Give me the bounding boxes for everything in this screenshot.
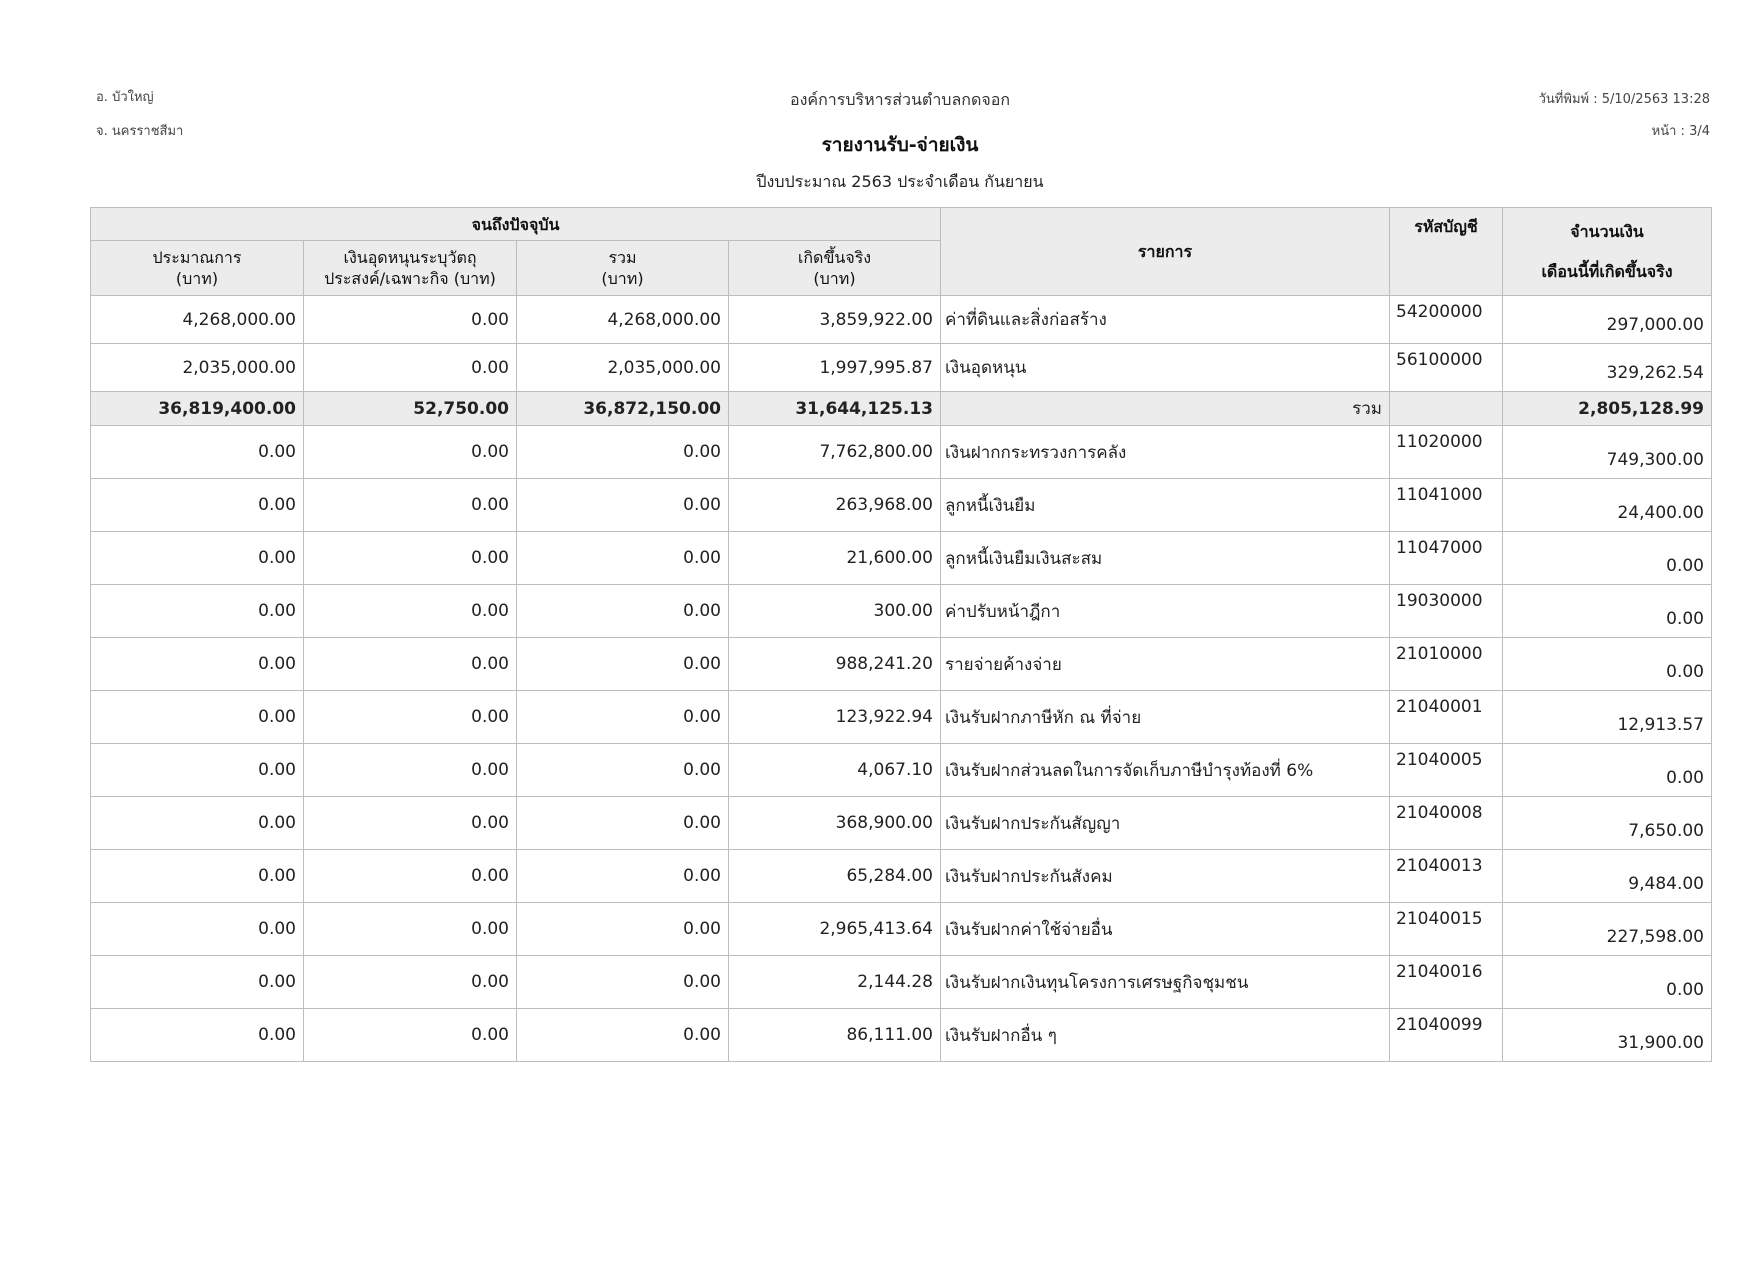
cell-subsidy: 0.00	[304, 850, 517, 903]
table-body	[91, 296, 1712, 1062]
cell-month-amount: 0.00	[1503, 585, 1712, 638]
report-table	[90, 207, 1712, 1062]
cell-estimate: 0.00	[91, 691, 304, 744]
cell-subsidy: 0.00	[304, 691, 517, 744]
cell-month-amount: 7,650.00	[1503, 797, 1712, 850]
cell-estimate: 0.00	[91, 903, 304, 956]
province-label: จ. นครราชสีมา	[96, 124, 184, 139]
table-row	[91, 850, 1712, 903]
cell-total: 0.00	[517, 532, 729, 585]
cell-month-amount: 0.00	[1503, 956, 1712, 1009]
cell-subsidy: 0.00	[304, 426, 517, 479]
cell-actual: 263,968.00	[729, 479, 941, 532]
cell-actual: 988,241.20	[729, 638, 941, 691]
cell-code: 11020000	[1390, 426, 1503, 479]
table-row	[91, 479, 1712, 532]
cell-estimate: 0.00	[91, 797, 304, 850]
table-row	[91, 797, 1712, 850]
table-row	[91, 532, 1712, 585]
cell-month-amount: 0.00	[1503, 638, 1712, 691]
cell-code: 19030000	[1390, 585, 1503, 638]
table-row	[91, 426, 1712, 479]
cell-code: 21040005	[1390, 744, 1503, 797]
cell-month-amount: 0.00	[1503, 744, 1712, 797]
cell-item: เงินรับฝากค่าใช้จ่ายอื่น	[941, 903, 1390, 956]
cell-subsidy: 0.00	[304, 1009, 517, 1062]
col-subsidy-header: เงินอุดหนุนระบุวัตถุ ประสงค์/เฉพาะกิจ (บาท)	[304, 241, 517, 296]
cell-subsidy: 0.00	[304, 956, 517, 1009]
cell-total: 0.00	[517, 638, 729, 691]
cell-code: 21040099	[1390, 1009, 1503, 1062]
cell-total: 0.00	[517, 850, 729, 903]
col-estimate-header: ประมาณการ (บาท)	[91, 241, 304, 296]
cell-code: 11047000	[1390, 532, 1503, 585]
cell-month-amount: 31,900.00	[1503, 1009, 1712, 1062]
cell-total: 0.00	[517, 479, 729, 532]
cell-estimate: 0.00	[91, 744, 304, 797]
cell-month-amount: 329,262.54	[1503, 344, 1712, 392]
cell-total: 2,035,000.00	[517, 344, 729, 392]
cell-code: 11041000	[1390, 479, 1503, 532]
cell-subsidy: 0.00	[304, 744, 517, 797]
cell-actual: 65,284.00	[729, 850, 941, 903]
cell-subsidy: 0.00	[304, 532, 517, 585]
cell-month-amount: 9,484.00	[1503, 850, 1712, 903]
cell-total: 0.00	[517, 691, 729, 744]
cell-total: 0.00	[517, 903, 729, 956]
cell-estimate: 4,268,000.00	[91, 296, 304, 344]
cell-total: 0.00	[517, 426, 729, 479]
cell-month-amount: 24,400.00	[1503, 479, 1712, 532]
cell-code: 54200000	[1390, 296, 1503, 344]
cell-total: 4,268,000.00	[517, 296, 729, 344]
cell-total: 0.00	[517, 585, 729, 638]
report-subtitle: ปีงบประมาณ 2563 ประจำเดือน กันยายน	[756, 172, 1044, 191]
cell-actual: 1,997,995.87	[729, 344, 941, 392]
group-header: จนถึงปัจจุบัน	[91, 208, 941, 241]
cell-actual: 368,900.00	[729, 797, 941, 850]
cell-code	[1390, 392, 1503, 426]
cell-actual: 31,644,125.13	[729, 392, 941, 426]
table-row	[91, 585, 1712, 638]
col-total-header: รวม (บาท)	[517, 241, 729, 296]
cell-subsidy: 0.00	[304, 479, 517, 532]
cell-item: เงินรับฝากอื่น ๆ	[941, 1009, 1390, 1062]
cell-item: รายจ่ายค้างจ่าย	[941, 638, 1390, 691]
cell-estimate: 0.00	[91, 585, 304, 638]
cell-actual: 3,859,922.00	[729, 296, 941, 344]
cell-code: 21040001	[1390, 691, 1503, 744]
col-item-header: รายการ	[941, 208, 1390, 296]
total-label: รวม	[941, 392, 1390, 426]
cell-actual: 123,922.94	[729, 691, 941, 744]
col-amount-title: จำนวนเงิน	[1570, 221, 1644, 241]
cell-item: เงินรับฝากภาษีหัก ณ ที่จ่าย	[941, 691, 1390, 744]
cell-estimate: 0.00	[91, 1009, 304, 1062]
cell-month-amount: 297,000.00	[1503, 296, 1712, 344]
cell-month-amount: 12,913.57	[1503, 691, 1712, 744]
cell-item: ลูกหนี้เงินยืมเงินสะสม	[941, 532, 1390, 585]
cell-estimate: 36,819,400.00	[91, 392, 304, 426]
table-row	[91, 296, 1712, 344]
cell-subsidy: 0.00	[304, 903, 517, 956]
cell-total: 0.00	[517, 1009, 729, 1062]
cell-subsidy: 0.00	[304, 296, 517, 344]
total-row	[91, 392, 1712, 426]
table-row	[91, 956, 1712, 1009]
cell-code: 21040016	[1390, 956, 1503, 1009]
table-row	[91, 1009, 1712, 1062]
cell-item: ลูกหนี้เงินยืม	[941, 479, 1390, 532]
report-title: รายงานรับ-จ่ายเงิน	[821, 134, 979, 156]
print-date: วันที่พิมพ์ : 5/10/2563 13:28	[1538, 92, 1710, 107]
col-code-header: รหัสบัญชี	[1390, 208, 1503, 296]
cell-month-amount: 2,805,128.99	[1503, 392, 1712, 426]
cell-item: เงินรับฝากประกันสัญญา	[941, 797, 1390, 850]
table-header	[91, 208, 1712, 296]
col-actual-header: เกิดขึ้นจริง (บาท)	[729, 241, 941, 296]
col-amount-subtitle: เดือนนี้ที่เกิดขึ้นจริง	[1541, 261, 1673, 281]
cell-item: เงินรับฝากเงินทุนโครงการเศรษฐกิจชุมชน	[941, 956, 1390, 1009]
cell-total: 0.00	[517, 744, 729, 797]
cell-month-amount: 227,598.00	[1503, 903, 1712, 956]
cell-actual: 2,965,413.64	[729, 903, 941, 956]
cell-month-amount: 0.00	[1503, 532, 1712, 585]
table-row	[91, 903, 1712, 956]
cell-estimate: 0.00	[91, 850, 304, 903]
table-row	[91, 638, 1712, 691]
cell-subsidy: 0.00	[304, 638, 517, 691]
col-amount-header	[1503, 208, 1712, 296]
cell-item: เงินอุดหนุน	[941, 344, 1390, 392]
cell-estimate: 0.00	[91, 638, 304, 691]
cell-actual: 2,144.28	[729, 956, 941, 1009]
cell-code: 21040008	[1390, 797, 1503, 850]
cell-code: 56100000	[1390, 344, 1503, 392]
district-label: อ. บัวใหญ่	[96, 90, 154, 105]
cell-subsidy: 52,750.00	[304, 392, 517, 426]
cell-item: เงินฝากกระทรวงการคลัง	[941, 426, 1390, 479]
cell-actual: 300.00	[729, 585, 941, 638]
cell-subsidy: 0.00	[304, 585, 517, 638]
cell-subsidy: 0.00	[304, 344, 517, 392]
cell-total: 36,872,150.00	[517, 392, 729, 426]
cell-actual: 4,067.10	[729, 744, 941, 797]
cell-code: 21040013	[1390, 850, 1503, 903]
cell-code: 21040015	[1390, 903, 1503, 956]
cell-month-amount: 749,300.00	[1503, 426, 1712, 479]
cell-actual: 21,600.00	[729, 532, 941, 585]
cell-total: 0.00	[517, 956, 729, 1009]
cell-subsidy: 0.00	[304, 797, 517, 850]
cell-actual: 86,111.00	[729, 1009, 941, 1062]
cell-total: 0.00	[517, 797, 729, 850]
cell-item: ค่าปรับหน้าฎีกา	[941, 585, 1390, 638]
cell-code: 21010000	[1390, 638, 1503, 691]
cell-estimate: 2,035,000.00	[91, 344, 304, 392]
table-row	[91, 744, 1712, 797]
cell-item: ค่าที่ดินและสิ่งก่อสร้าง	[941, 296, 1390, 344]
cell-estimate: 0.00	[91, 956, 304, 1009]
cell-item: เงินรับฝากประกันสังคม	[941, 850, 1390, 903]
page-number: หน้า : 3/4	[1651, 124, 1710, 139]
cell-estimate: 0.00	[91, 479, 304, 532]
cell-estimate: 0.00	[91, 532, 304, 585]
organization-name: องค์การบริหารส่วนตำบลกดจอก	[789, 90, 1011, 109]
table-row	[91, 691, 1712, 744]
table-row	[91, 344, 1712, 392]
cell-estimate: 0.00	[91, 426, 304, 479]
cell-item: เงินรับฝากส่วนลดในการจัดเก็บภาษีบำรุงท้องที่ 6%	[941, 744, 1390, 797]
cell-actual: 7,762,800.00	[729, 426, 941, 479]
